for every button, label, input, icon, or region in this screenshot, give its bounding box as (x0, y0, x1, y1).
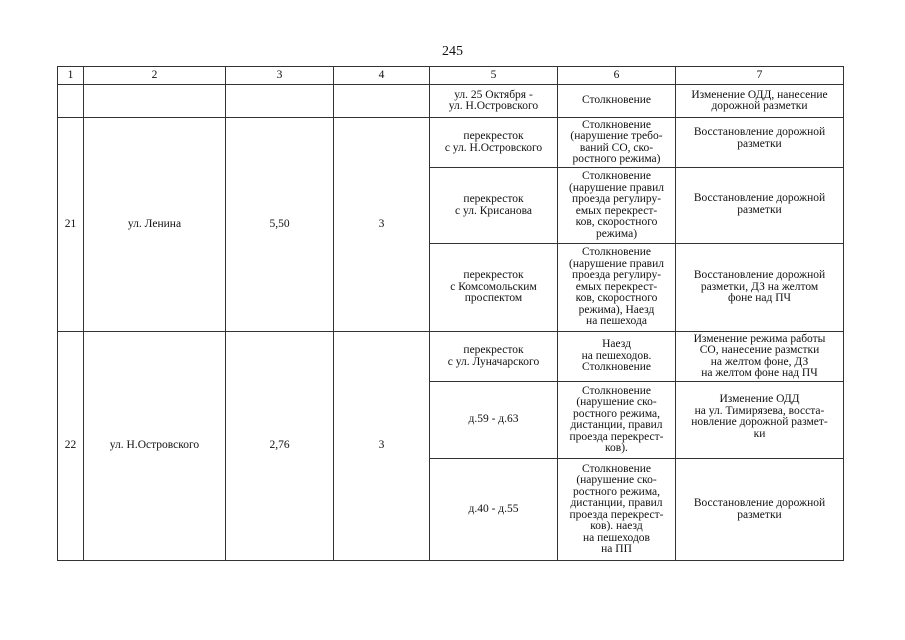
table-row (58, 85, 844, 118)
location-cell: перекресток с ул. Н.Островского (430, 118, 558, 168)
accident-type-cell: Столкновение (558, 85, 676, 118)
column-header: 6 (558, 67, 676, 85)
table-row (58, 332, 844, 382)
accident-type-cell: Столкновение (нарушение правил проезда регулиру- емых перекрест- ков, скоростного режима) (558, 168, 676, 244)
length-cell: 2,76 (226, 332, 334, 561)
location-cell: перекресток с Комсомольским проспектом (430, 244, 558, 332)
empty-cell (334, 85, 430, 118)
street-cell: ул. Н.Островского (84, 332, 226, 561)
count-cell: 3 (334, 332, 430, 561)
length-cell: 5,50 (226, 118, 334, 332)
count-cell: 3 (334, 118, 430, 332)
column-header: 7 (676, 67, 844, 85)
header-row (58, 67, 844, 85)
measure-cell: Восстановление дорожной разметки, ДЗ на желтом фоне над ПЧ (676, 244, 844, 332)
row-number-cell: 21 (58, 118, 84, 332)
accident-type-cell: Столкновение (нарушение требо- ваний СО, ско- ростного режима) (558, 118, 676, 168)
empty-cell (58, 85, 84, 118)
measure-cell: Восстановление дорожной разметки (676, 459, 844, 561)
empty-cell (84, 85, 226, 118)
table-row (58, 118, 844, 168)
accident-type-cell: Столкновение (нарушение правил проезда регулиру- емых перекрест- ков, скоростного режима), Наезд на пешехода (558, 244, 676, 332)
measure-cell: Восстановление дорожной разметки (676, 118, 844, 168)
location-cell: ул. 25 Октября - ул. Н.Островского (430, 85, 558, 118)
measure-cell: Изменение ОДД на ул. Тимирязева, восста- новление дорожной размет- ки (676, 382, 844, 459)
location-cell: перекресток с ул. Луначарского (430, 332, 558, 382)
accident-type-cell: Столкновение (нарушение ско- ростного режима, дистанции, правил проезда перекрест- ков). (558, 382, 676, 459)
measure-cell: Восстановление дорожной разметки (676, 168, 844, 244)
accident-type-cell: Наезд на пешеходов. Столкновение (558, 332, 676, 382)
accident-type-cell: Столкновение (нарушение ско- ростного режима, дистанции, правил проезда перекрест- ков). наезд на пешеходов на ПП (558, 459, 676, 561)
column-header: 3 (226, 67, 334, 85)
measure-cell: Изменение режима работы СО, нанесение размстки на желтом фоне, ДЗ на желтом фоне над ПЧ (676, 332, 844, 382)
street-cell: ул. Ленина (84, 118, 226, 332)
location-cell: перекресток с ул. Крисанова (430, 168, 558, 244)
measure-cell: Изменение ОДД, нанесение дорожной разметки (676, 85, 844, 118)
row-number-cell: 22 (58, 332, 84, 561)
accident-table (57, 66, 844, 561)
column-header: 5 (430, 67, 558, 85)
column-header: 4 (334, 67, 430, 85)
location-cell: д.59 - д.63 (430, 382, 558, 459)
location-cell: д.40 - д.55 (430, 459, 558, 561)
column-header: 2 (84, 67, 226, 85)
page-number: 245 (442, 44, 463, 59)
empty-cell (226, 85, 334, 118)
column-header: 1 (58, 67, 84, 85)
